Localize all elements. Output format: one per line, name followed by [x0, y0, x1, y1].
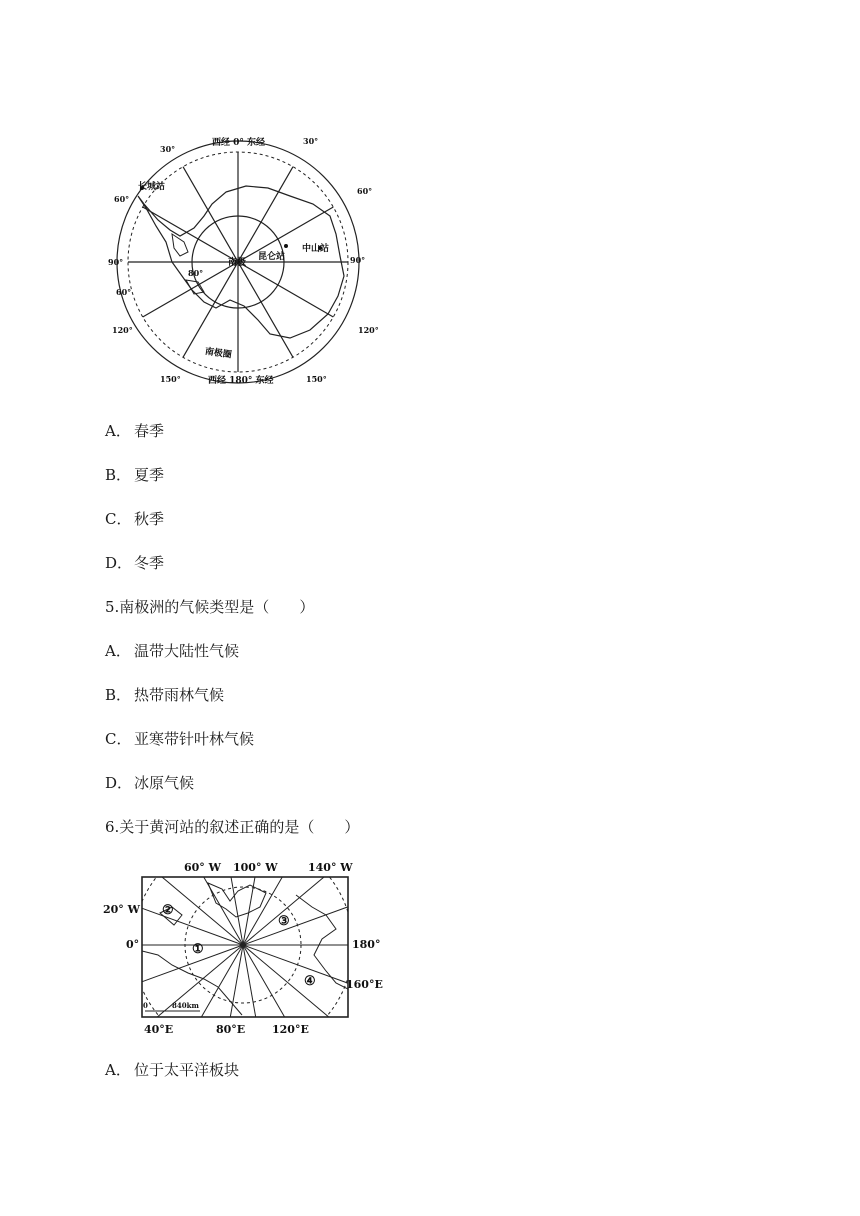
- region-1: ①: [192, 942, 204, 957]
- q5-question: 5.南极洲的气候类型是（ ）: [105, 598, 315, 616]
- option-text: 夏季: [134, 466, 165, 484]
- q5-option-a[interactable]: [105, 641, 239, 661]
- label-140w: 140° W: [308, 861, 353, 874]
- option-letter: D．: [105, 774, 133, 792]
- q6-option-a[interactable]: [105, 1060, 239, 1080]
- option-text: 冰原气候: [134, 774, 195, 792]
- q5-option-c[interactable]: [105, 729, 254, 749]
- q6-question: 6.关于黄河站的叙述正确的是（ ）: [105, 818, 360, 836]
- q4-option-b[interactable]: [105, 465, 164, 485]
- q4-option-a[interactable]: [105, 421, 164, 441]
- label-lat-80: 80°: [188, 268, 204, 278]
- option-text: 温带大陆性气候: [134, 642, 240, 660]
- option-text: 亚寒带针叶林气候: [134, 730, 255, 748]
- label-160e: 160°E: [346, 978, 383, 991]
- label-antarctic-circle: 南极圈: [204, 346, 233, 361]
- antarctica-polar-map: [108, 130, 388, 395]
- option-letter: C．: [105, 730, 132, 748]
- label-lon-30-right: 30°: [303, 136, 319, 146]
- q5-option-d[interactable]: [105, 773, 194, 793]
- arctic-polar-map: [100, 855, 385, 1040]
- label-lon-150-right: 150°: [306, 374, 327, 384]
- option-text: 热带雨林气候: [134, 686, 225, 704]
- option-letter: A．: [105, 422, 131, 440]
- region-2: ②: [162, 903, 174, 918]
- scale-label: 840km: [172, 1001, 199, 1010]
- label-lon-30-left: 30°: [160, 144, 176, 154]
- option-letter: D．: [105, 554, 133, 572]
- kunlun-station-marker: [284, 244, 288, 248]
- q4-option-d[interactable]: [105, 553, 164, 573]
- label-20w: 20° W: [103, 903, 140, 916]
- label-0: 0°: [126, 938, 140, 951]
- label-kunlun-station: 昆仑站: [258, 252, 286, 262]
- region-3: ③: [278, 914, 290, 929]
- label-lon-90-right: 90°: [350, 255, 366, 265]
- option-letter: B．: [105, 466, 132, 484]
- q4-option-c[interactable]: [105, 509, 164, 529]
- label-top-0: 西经 0° 东经: [212, 138, 266, 148]
- option-text: 春季: [134, 422, 165, 440]
- label-lon-90-left: 90°: [108, 257, 124, 267]
- option-letter: B．: [105, 686, 132, 704]
- label-south-pole: 南极: [228, 258, 247, 268]
- option-letter: A．: [105, 642, 131, 660]
- label-lon-60-right: 60°: [357, 186, 373, 196]
- label-lon-120-left: 120°: [112, 325, 133, 335]
- label-180: 180°: [352, 938, 381, 951]
- option-text: 位于太平洋板块: [134, 1061, 240, 1079]
- label-lon-120-right: 120°: [358, 325, 379, 335]
- option-letter: A．: [105, 1061, 131, 1079]
- option-text: 秋季: [134, 510, 165, 528]
- region-4: ④: [304, 974, 316, 989]
- q5-option-b[interactable]: [105, 685, 224, 705]
- label-40e: 40°E: [144, 1023, 174, 1036]
- label-120e: 120°E: [272, 1023, 309, 1036]
- label-60w: 60° W: [184, 861, 221, 874]
- label-lon-150-left: 150°: [160, 374, 181, 384]
- option-text: 冬季: [134, 554, 165, 572]
- label-bottom-180: 西经 180° 东经: [208, 376, 274, 386]
- label-100w: 100° W: [233, 861, 278, 874]
- scale-zero: 0: [143, 1001, 148, 1010]
- label-lat-60: 60°: [116, 287, 132, 297]
- label-changcheng-station: 长城站: [138, 182, 166, 192]
- label-zhongshan-station: 中山站: [302, 244, 330, 254]
- option-letter: C．: [105, 510, 132, 528]
- label-80e: 80°E: [216, 1023, 246, 1036]
- label-lon-60-left: 60°: [114, 194, 130, 204]
